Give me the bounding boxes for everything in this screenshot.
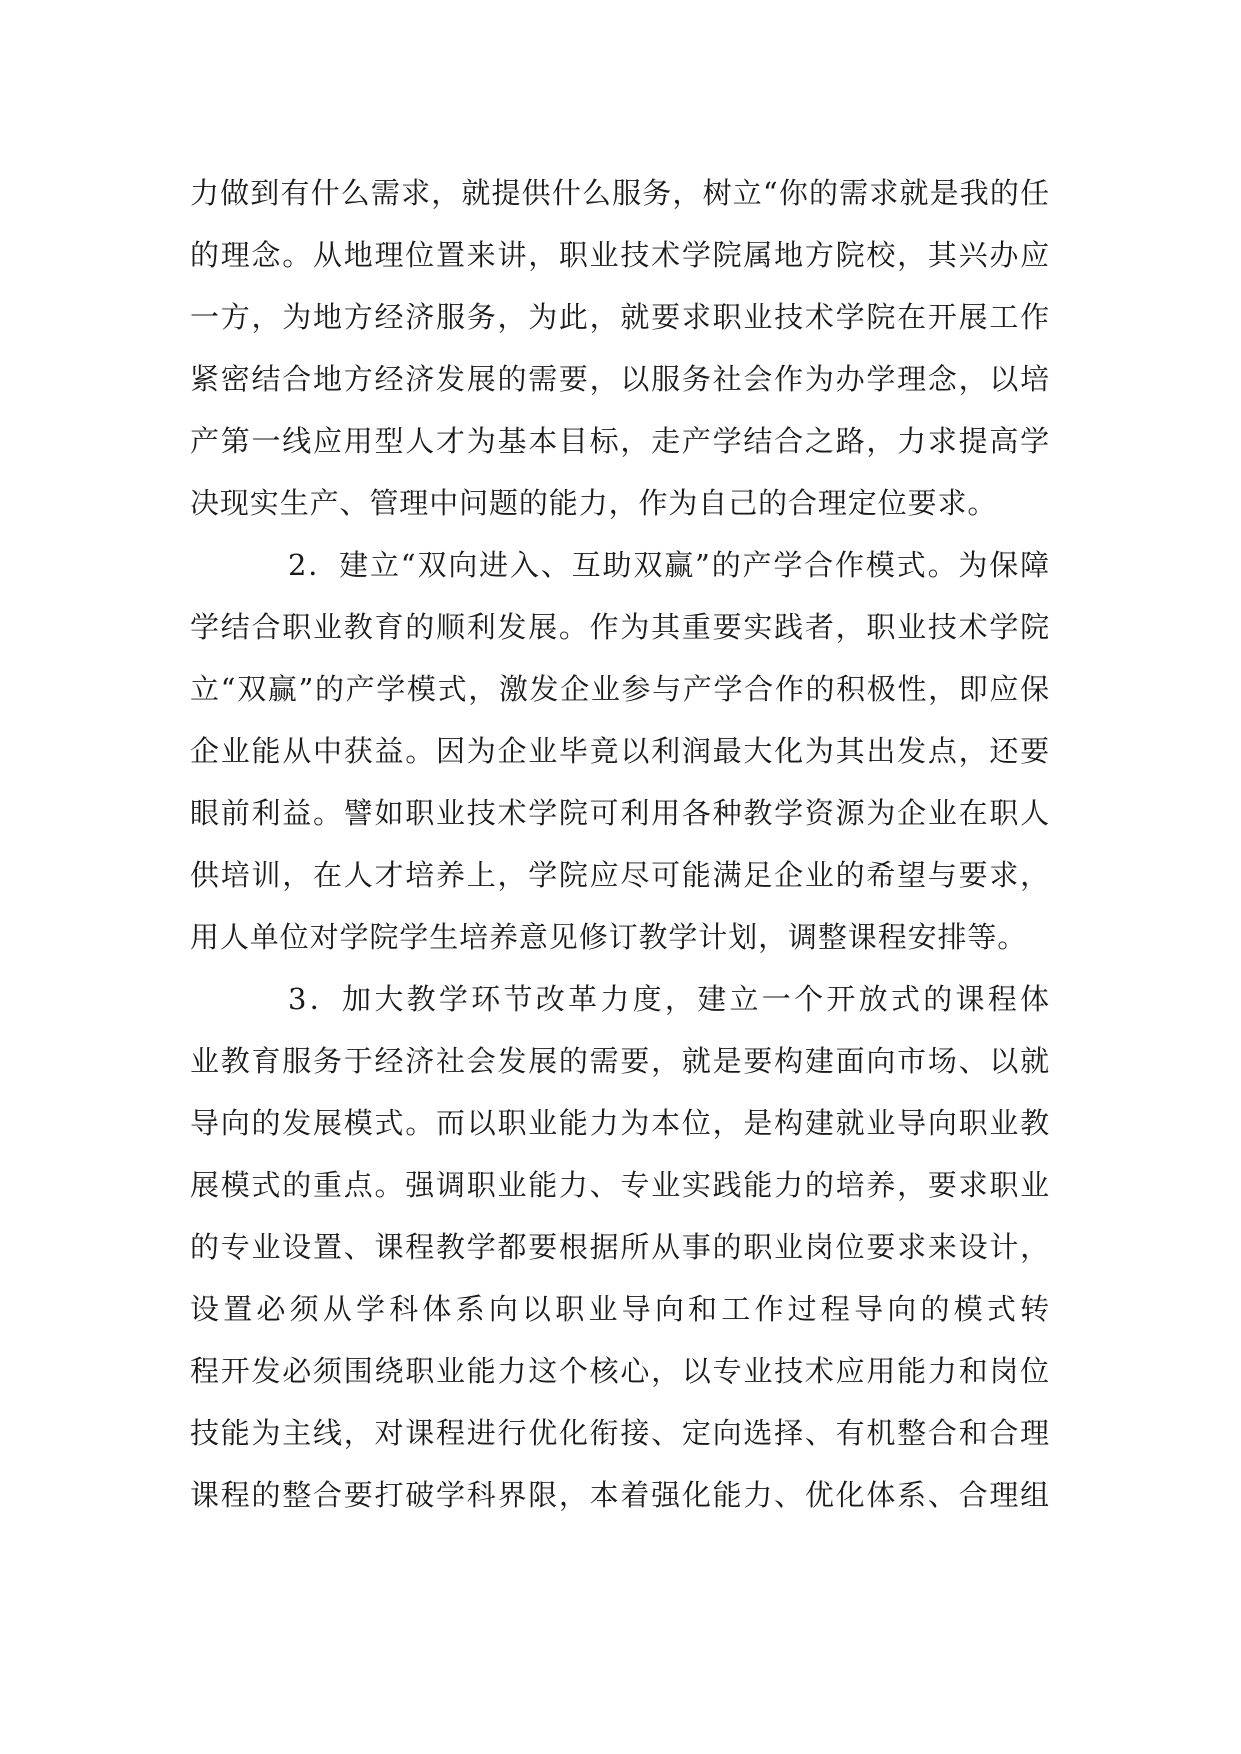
- text-line: 力做到有什么需求，就提供什么服务，树立“你的需求就是我的任: [190, 176, 1050, 210]
- text-line: 课程的整合要打破学科界限，本着强化能力、优化体系、合理组: [190, 1478, 1050, 1512]
- text-line: 眼前利益。譬如职业技术学院可利用各种教学资源为企业在职人: [190, 796, 1050, 830]
- text-line: 产第一线应用型人才为基本目标，走产学结合之路，力求提高学: [190, 424, 1050, 458]
- text-line: 紧密结合地方经济发展的需要，以服务社会作为办学理念，以培: [190, 362, 1050, 396]
- text-line: 展模式的重点。强调职业能力、专业实践能力的培养，要求职业: [190, 1168, 1050, 1202]
- text-line: 技能为主线，对课程进行优化衔接、定向选择、有机整合和合理: [190, 1416, 1050, 1450]
- text-line: 学结合职业教育的顺利发展。作为其重要实践者，职业技术学院: [190, 610, 1050, 644]
- text-line: 企业能从中获益。因为企业毕竟以利润最大化为其出发点，还要: [190, 734, 1050, 768]
- text-line: 一方，为地方经济服务，为此，就要求职业技术学院在开展工作: [190, 300, 1050, 334]
- text-line: 导向的发展模式。而以职业能力为本位，是构建就业导向职业教: [190, 1106, 1050, 1140]
- text-line: 程开发必须围绕职业能力这个核心，以专业技术应用能力和岗位: [190, 1354, 1050, 1388]
- text-line: 供培训，在人才培养上，学院应尽可能满足企业的希望与要求，: [190, 858, 1050, 892]
- text-line: 业教育服务于经济社会发展的需要，就是要构建面向市场、以就: [190, 1044, 1050, 1078]
- body-text: [190, 162, 1050, 1526]
- text-line: 的理念。从地理位置来讲，职业技术学院属地方院校，其兴办应: [190, 238, 1050, 272]
- paragraph-heading-line: 2．建立“双向进入、互助双赢”的产学合作模式。为保障: [288, 548, 1050, 582]
- text-line: 立“双赢”的产学模式，激发企业参与产学合作的积极性，即应保: [190, 672, 1050, 706]
- text-line: 决现实生产、管理中问题的能力，作为自己的合理定位要求。: [190, 486, 998, 520]
- text-line: 的专业设置、课程教学都要根据所从事的职业岗位要求来设计，: [190, 1230, 1050, 1264]
- text-line: 设置必须从学科体系向以职业导向和工作过程导向的模式转: [190, 1292, 1050, 1326]
- paragraph-heading-line: 3．加大教学环节改革力度，建立一个开放式的课程体: [288, 982, 1050, 1016]
- text-line: 用人单位对学院学生培养意见修订教学计划，调整课程安排等。: [190, 920, 1028, 954]
